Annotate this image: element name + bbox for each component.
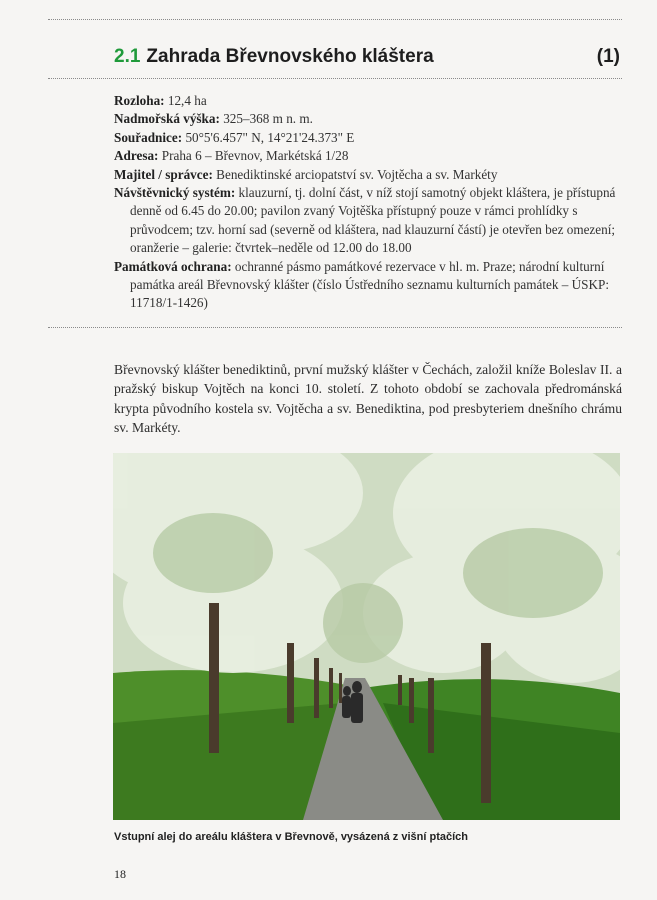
info-row-owner: Majitel / správce: Benediktinské arciopatství sv. Vojtěcha a sv. Markéty (114, 166, 498, 182)
info-row-area: Rozloha: 12,4 ha (114, 93, 207, 108)
info-row-visitor-system: Návštěvnický systém: klauzurní, tj. dolní část, v níž stojí samotný objekt kláštera, je přístupná denně od 6.45 do 20.00; pavilon zvaný Vojtěška přístupný pouze v rámci prohlídky s průvodcem; tzv. horní sad (severně od kláštera, nad klauzurní částí) je otevřen bez omezení; oranžerie – galerie: čtvrtek–neděle od 12.00 do 18.00 (114, 185, 616, 256)
info-row-heritage: Památková ochrana: ochranné pásmo památkové rezervace v hl. m. Praze; národní kulturní památka areál Břevnovský klášter (číslo Ústředního seznamu kulturních památek – ÚSKP: 11718/1-1426) (114, 258, 610, 311)
info-block (114, 92, 622, 313)
photo-caption: Vstupní alej do areálu kláštera v Břevnově, vysázená z višní ptačích (114, 831, 468, 843)
info-row-address: Adresa: Praha 6 – Břevnov, Markétská 1/28 (114, 148, 349, 164)
info-row-coordinates: Souřadnice: 50°5'6.457" N, 14°21'24.373" E (114, 129, 355, 145)
section-title: Zahrada Břevnovského kláštera (146, 46, 434, 67)
section-heading (114, 46, 620, 68)
top-divider (48, 19, 622, 20)
alley-illustration (113, 453, 620, 820)
info-divider (48, 327, 622, 328)
alley-photo (113, 453, 620, 820)
info-row-altitude: Nadmořská výška: 325–368 m n. m. (114, 111, 313, 127)
page-number: 18 (114, 867, 126, 881)
intro-paragraph: Břevnovský klášter benediktinů, první mužský klášter v Čechách, založil kníže Boleslav II. a pražský biskup Vojtěch na konci 10. století. Z tohoto období se zachovala předrománská krypta původního kostela sv. Vojtěcha a sv. Benediktina, pod presbyteriem dnešního chrámu sv. Markéty. (114, 361, 622, 436)
section-ref: (1) (596, 46, 620, 67)
heading-divider (48, 78, 622, 79)
section-number: 2.1 (114, 46, 141, 67)
